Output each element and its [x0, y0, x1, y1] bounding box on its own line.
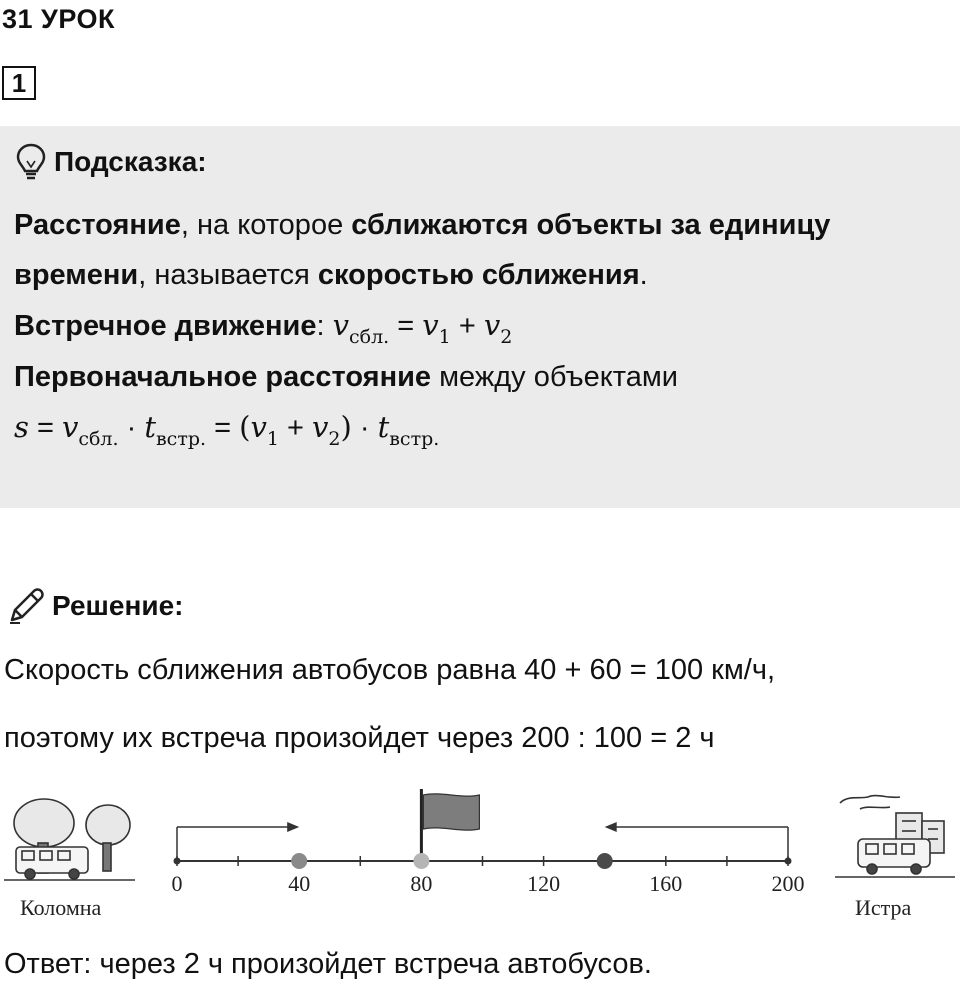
right-city-label: Истра — [855, 895, 912, 920]
hint-text — [14, 200, 949, 454]
math-var: t — [377, 410, 390, 444]
lightbulb-icon — [16, 143, 46, 181]
hint-heading — [16, 142, 207, 182]
math-op: + — [450, 310, 484, 342]
formula-head-on — [14, 300, 949, 352]
math-var: v — [483, 308, 501, 342]
number-line-diagram — [0, 785, 960, 935]
bus2-dot — [597, 853, 613, 869]
hint-text-fragment: , называется — [138, 259, 318, 291]
math-var: v — [311, 410, 329, 444]
math-op: · — [351, 412, 378, 444]
term-approach: сближаются объекты за единицу времени — [14, 209, 831, 291]
math-subscript: встр. — [155, 428, 207, 450]
math-op: = — [206, 412, 240, 444]
flag-cloth — [423, 794, 479, 830]
math-var: s — [14, 410, 29, 444]
math-subscript: 1 — [438, 326, 451, 348]
hint-definition — [14, 200, 949, 300]
hint-box — [0, 126, 960, 508]
hint-heading-text: Подсказка: — [54, 146, 207, 177]
right-scene-illustration — [835, 796, 955, 877]
term-approach-speed: скоростью сближения — [317, 259, 640, 291]
solution-line-1: Скорость сближения автобусов равна 40 + 60 = 100 км/ч, — [4, 654, 776, 686]
formula-distance — [14, 402, 949, 454]
math-var: v — [61, 410, 79, 444]
tick-labels — [172, 871, 805, 896]
hint-text-fragment: , на которое — [180, 209, 352, 241]
math-subscript: 1 — [266, 428, 279, 450]
hint-initial-distance — [14, 352, 949, 402]
tick-label: 0 — [171, 871, 183, 896]
math-paren: ) — [340, 410, 352, 444]
hint-text-fragment: . — [639, 259, 648, 291]
answer: Ответ: через 2 ч произойдет встреча автобусов. — [4, 948, 652, 980]
math-op: = — [389, 310, 423, 342]
hint-text-fragment: : — [316, 310, 333, 342]
term-head-on: Встречное движение — [14, 310, 317, 342]
tick-label: 200 — [771, 871, 805, 896]
math-subscript: сбл. — [349, 326, 390, 348]
tick-label: 120 — [527, 871, 561, 896]
direction-arrows — [177, 822, 788, 861]
meeting-dot — [413, 853, 429, 869]
tick-label: 80 — [410, 871, 433, 896]
task-number: 1 — [2, 66, 36, 100]
math-var: v — [332, 308, 350, 342]
math-subscript: 2 — [328, 428, 341, 450]
math-var: v — [250, 410, 267, 444]
solution-heading — [6, 586, 183, 626]
bus1-dot — [291, 853, 307, 869]
solution-line-2: поэтому их встреча произойдет через 200 : 100 = 2 ч — [4, 722, 715, 754]
math-op: · — [118, 412, 145, 444]
math-var: v — [422, 308, 439, 342]
arrow-bus1-head — [287, 822, 299, 832]
lesson-title: 31 УРОК — [2, 4, 115, 34]
term-initial-distance: Первоначальное расстояние — [14, 361, 432, 393]
tick-label: 40 — [288, 871, 311, 896]
left-city-label: Коломна — [20, 895, 102, 920]
math-subscript: сбл. — [78, 428, 119, 450]
math-subscript: 2 — [500, 326, 513, 348]
pencil-icon — [6, 586, 46, 626]
arrow-bus2-head — [605, 822, 617, 832]
solution-heading-text: Решение: — [52, 590, 184, 621]
math-subscript: встр. — [389, 428, 440, 450]
meeting-flag-icon — [421, 789, 479, 861]
math-paren: ( — [239, 410, 251, 444]
math-op: = — [28, 412, 62, 444]
left-scene-illustration — [4, 799, 135, 880]
math-var: t — [144, 410, 156, 444]
tick-label: 160 — [649, 871, 683, 896]
math-op: + — [278, 412, 312, 444]
term-distance: Расстояние — [14, 209, 181, 241]
hint-text-fragment: между объектами — [431, 361, 678, 393]
